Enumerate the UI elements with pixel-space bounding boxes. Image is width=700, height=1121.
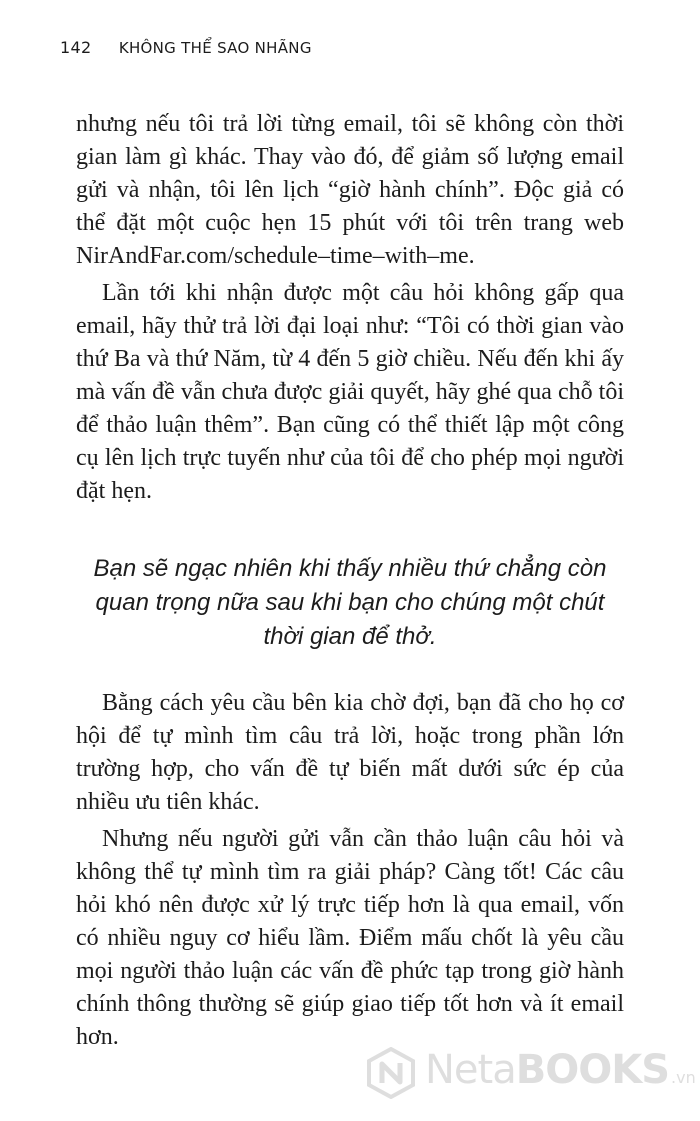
watermark-text — [425, 1047, 696, 1093]
paragraph: Nhưng nếu người gửi vẫn cần thảo luận câu hỏi và không thể tự mình tìm ra giải pháp? Càng tốt! Các câu hỏi khó nên được xử lý trực tiếp hơn là qua email, vốn có nhiều nguy cơ hiểu lầm. Điểm mấu chốt là yêu cầu mọi người thảo luận các vấn đề phức tạp trong giờ hành chính thông thường sẽ giúp giao tiếp tốt hơn và ít email hơn. — [76, 826, 624, 1050]
running-head — [60, 38, 312, 57]
watermark-name-bold: BOOKS — [515, 1047, 670, 1093]
netabooks-watermark — [365, 1045, 696, 1101]
pull-quote: Bạn sẽ ngạc nhiên khi thấy nhiều thứ chẳng còn quan trọng nữa sau khi bạn cho chúng một chút thời gian để thở. — [93, 555, 607, 650]
body-text-top — [76, 108, 624, 512]
netabooks-logo-icon — [365, 1047, 417, 1099]
book-title: KHÔNG THỂ SAO NHÃNG — [118, 39, 312, 57]
watermark-tld: .vn — [671, 1068, 696, 1087]
paragraph: Bằng cách yêu cầu bên kia chờ đợi, bạn đã cho họ cơ hội để tự mình tìm câu trả lời, hoặc trong phần lớn trường hợp, cho vấn đề tự biến mất dưới sức ép của nhiều ưu tiên khác. — [76, 690, 624, 815]
body-text-bottom — [76, 687, 624, 1058]
watermark-name: Neta — [425, 1047, 516, 1093]
paragraph: nhưng nếu tôi trả lời từng email, tôi sẽ không còn thời gian làm gì khác. Thay vào đó, để giảm số lượng email gửi và nhận, tôi lên lịch “giờ hành chính”. Độc giả có thể đặt một cuộc hẹn 15 phút với tôi trên trang web NirAndFar.com/schedule–time–with–me. — [76, 111, 624, 269]
page-number: 142 — [60, 38, 92, 57]
paragraph: Lần tới khi nhận được một câu hỏi không gấp qua email, hãy thử trả lời đại loại như: “Tôi có thời gian vào thứ Ba và thứ Năm, từ 4 đến 5 giờ chiều. Nếu đến khi ấy mà vấn đề vẫn chưa được giải quyết, hãy ghé qua chỗ tôi để thảo luận thêm”. Bạn cũng có thể thiết lập một công cụ lên lịch trực tuyến như của tôi để cho phép mọi người đặt hẹn. — [76, 280, 624, 504]
